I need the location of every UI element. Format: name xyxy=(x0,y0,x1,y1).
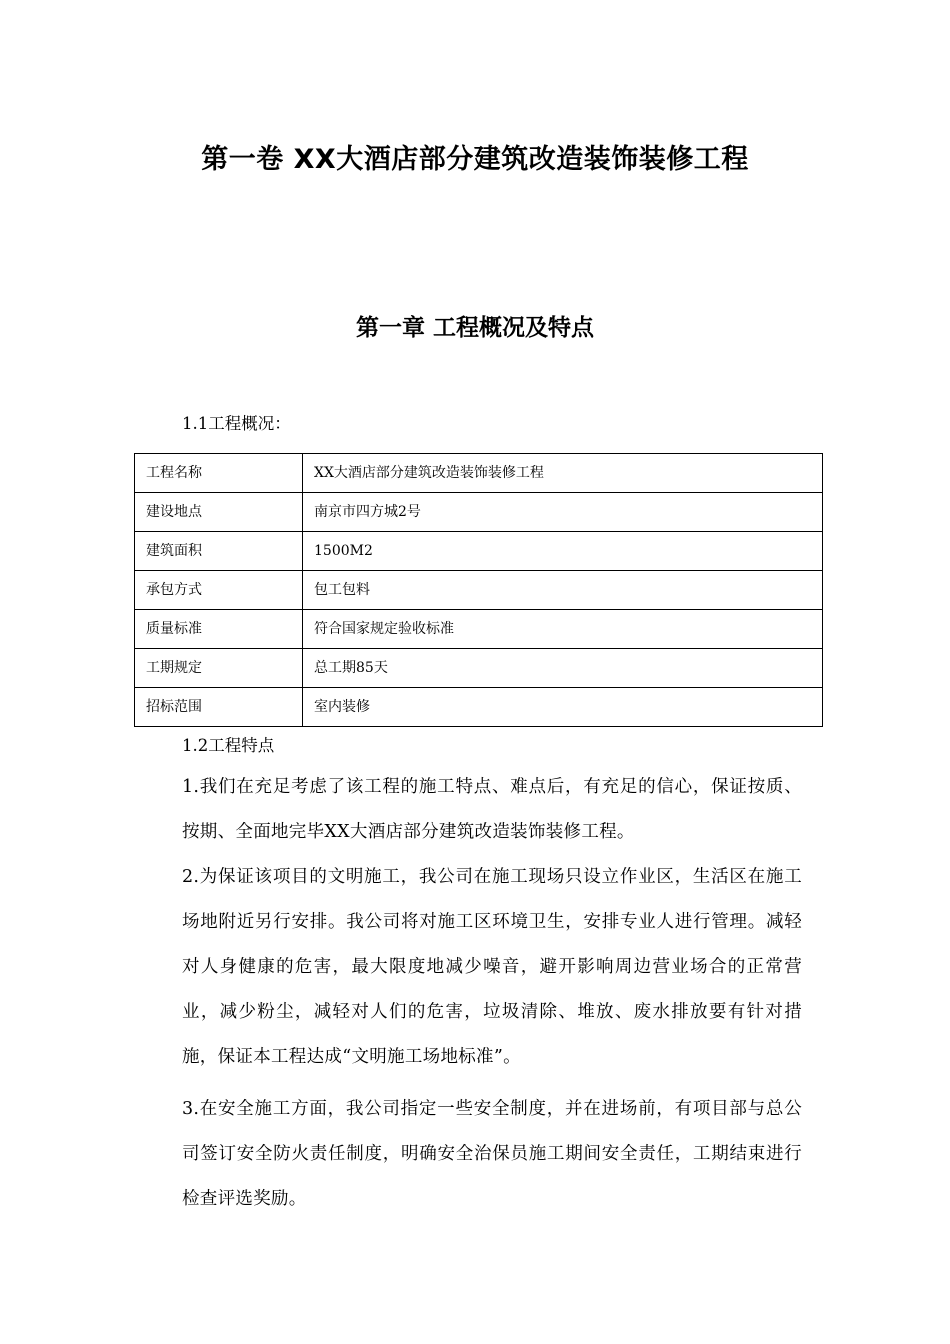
row-value: 南京市四方城2号 xyxy=(303,493,823,532)
project-overview-table xyxy=(134,453,823,727)
row-value: 包工包料 xyxy=(303,571,823,610)
section-heading-overview: 1.1工程概况： xyxy=(182,414,291,433)
chapter-title: 第一章 工程概况及特点 xyxy=(355,315,594,341)
table-row xyxy=(135,454,823,493)
paragraph-feature-2: 2.为保证该项目的文明施工，我公司在施工现场只设立作业区，生活区在施工场地附近另行安排。我公司将对施工区环境卫生，安排专业人进行管理。减轻对人身健康的危害，最大限度地减少噪音，避开影响周边营业场合的正常营业，减少粉尘，减轻对人们的危害，垃圾清除、堆放、废水排放要有针对措施，保证本工程达成“文明施工场地标准”。 xyxy=(182,867,802,1067)
row-label: 建筑面积 xyxy=(135,532,303,571)
section-heading-features: 1.2工程特点 xyxy=(182,736,275,755)
row-label: 工期规定 xyxy=(135,649,303,688)
row-value: 室内装修 xyxy=(303,688,823,727)
row-label: 工程名称 xyxy=(135,454,303,493)
row-value: 符合国家规定验收标准 xyxy=(303,610,823,649)
paragraph-feature-1: 1.我们在充足考虑了该工程的施工特点、难点后，有充足的信心，保证按质、按期、全面地完毕XX大酒店部分建筑改造装饰装修工程。 xyxy=(182,777,802,842)
row-label: 质量标准 xyxy=(135,610,303,649)
table-row xyxy=(135,610,823,649)
table-row xyxy=(135,532,823,571)
row-label: 承包方式 xyxy=(135,571,303,610)
row-label: 招标范围 xyxy=(135,688,303,727)
table-row xyxy=(135,649,823,688)
table-row xyxy=(135,688,823,727)
row-value: XX大酒店部分建筑改造装饰装修工程 xyxy=(303,454,823,493)
volume-title: 第一卷 XX大酒店部分建筑改造装饰装修工程 xyxy=(201,144,749,175)
row-value: 1500M2 xyxy=(303,532,823,571)
table-row xyxy=(135,493,823,532)
row-value: 总工期85天 xyxy=(303,649,823,688)
table-row xyxy=(135,571,823,610)
row-label: 建设地点 xyxy=(135,493,303,532)
paragraph-feature-3: 3.在安全施工方面，我公司指定一些安全制度，并在进场前，有项目部与总公司签订安全防火责任制度，明确安全治保员施工期间安全责任，工期结束进行检查评选奖励。 xyxy=(182,1099,802,1209)
